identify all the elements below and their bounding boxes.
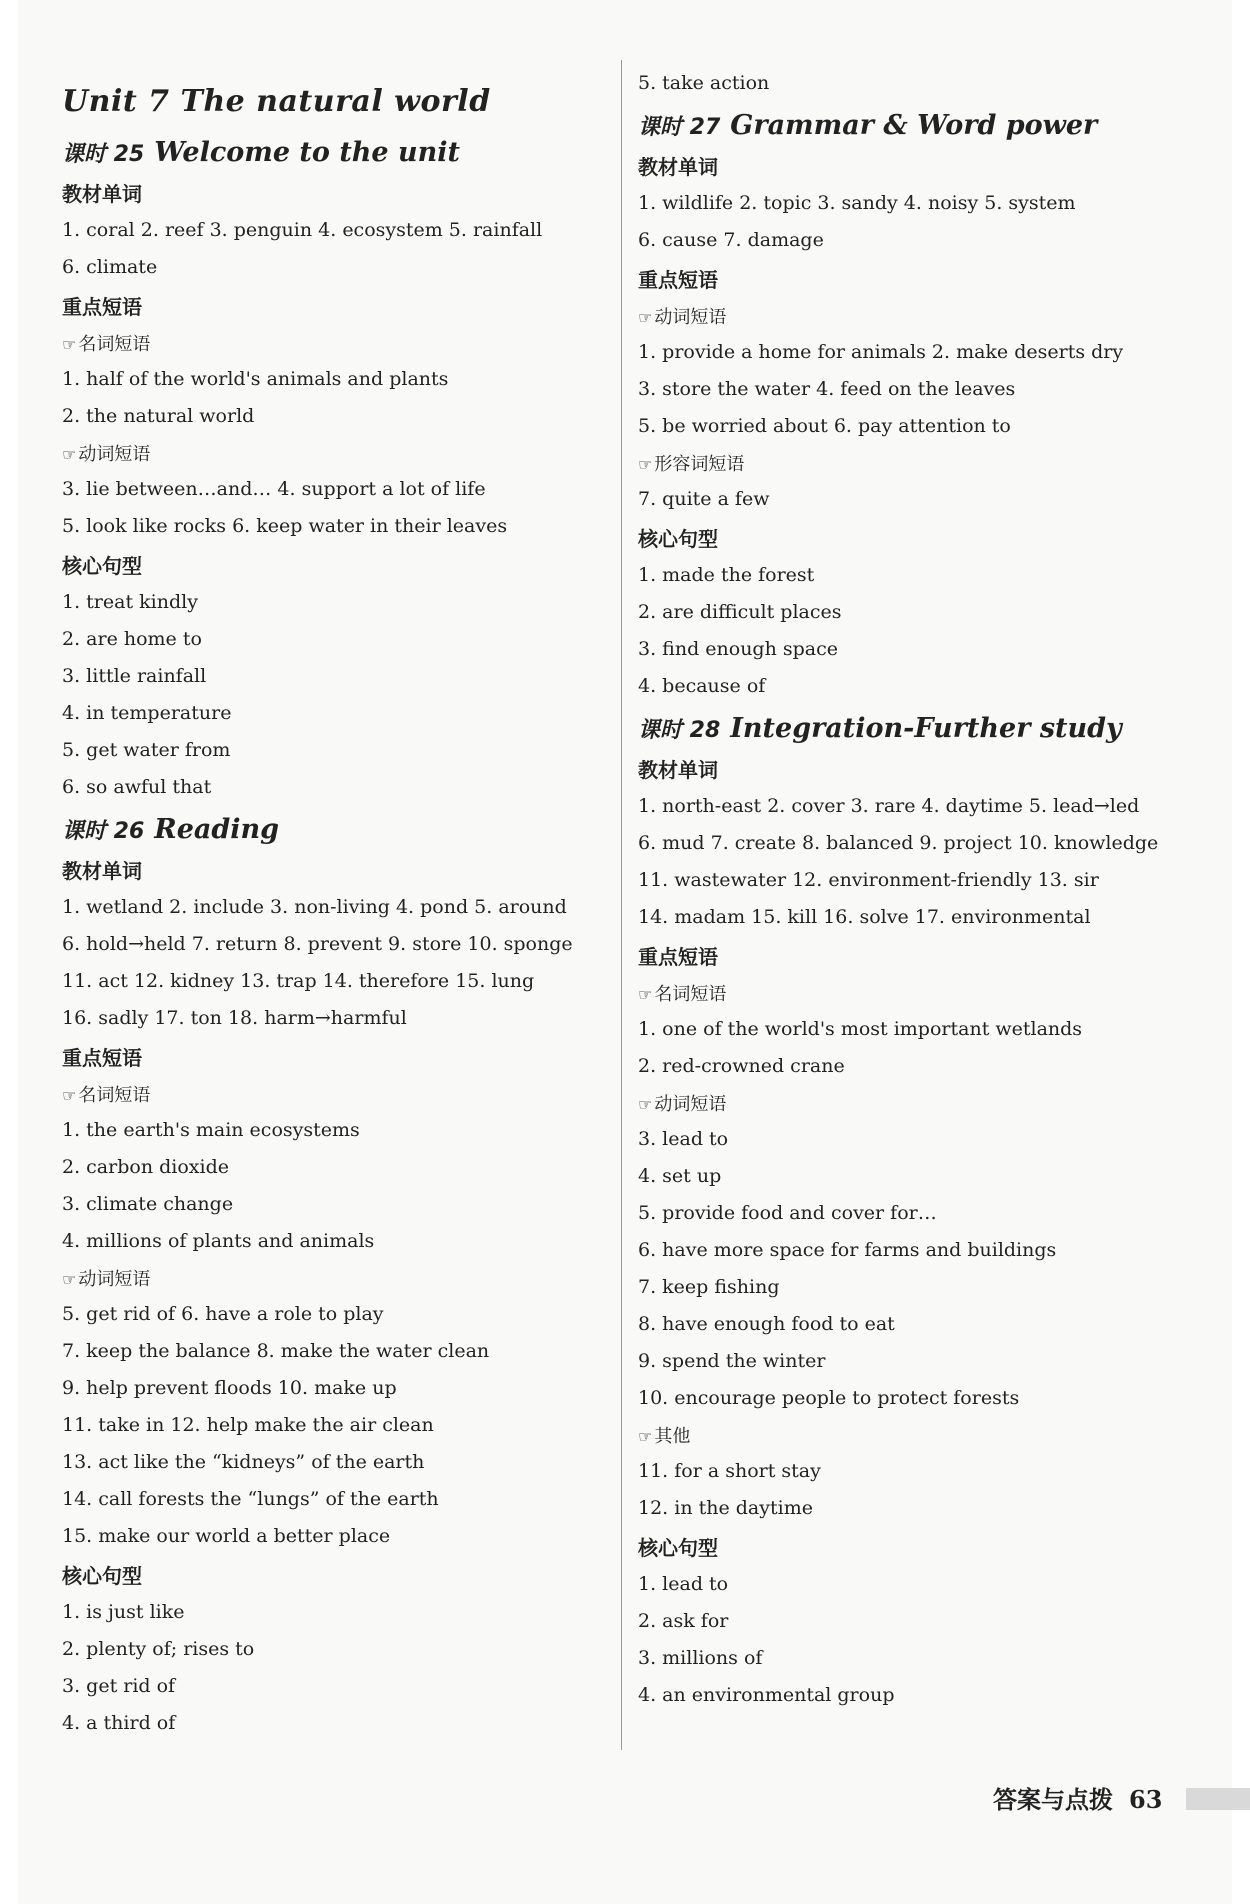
lesson-title: Integration-Further study (730, 713, 1122, 744)
lesson-tag: 课时 27 (638, 115, 721, 140)
list-item: 4. because of (638, 675, 766, 697)
list-item: 4. set up (638, 1165, 722, 1187)
section-words: 教材单词 (638, 155, 718, 179)
list-item: 3. get rid of (62, 1675, 176, 1697)
subsection-label: 其他 (654, 1426, 691, 1447)
page-footer (993, 1780, 1162, 1815)
subsection-label: 名词短语 (654, 984, 727, 1005)
lesson-tag: 课时 25 (62, 142, 145, 167)
list-item: 9. help prevent floods 10. make up (62, 1377, 397, 1399)
list-item: 6. have more space for farms and buildings (638, 1239, 1057, 1261)
footer-bar (1186, 1788, 1250, 1810)
section-sentences: 核心句型 (62, 1564, 142, 1588)
subsection-verb (62, 440, 602, 466)
lesson-28-heading (638, 713, 1198, 744)
list-item: 2. red-crowned crane (638, 1055, 845, 1077)
list-item: 1. provide a home for animals 2. make deserts dry (638, 341, 1124, 363)
subsection-verb (638, 303, 1198, 329)
list-item: 14. madam 15. kill 16. solve 17. environmental (638, 906, 1091, 928)
pointing-hand-icon: ☞ (638, 308, 653, 327)
lesson-title: Welcome to the unit (154, 137, 460, 168)
subsection-other (638, 1422, 1198, 1448)
list-item: 6. climate (62, 256, 158, 278)
section-sentences: 核心句型 (638, 527, 718, 551)
pointing-hand-icon: ☞ (62, 1086, 77, 1105)
list-item: 1. coral 2. reef 3. penguin 4. ecosystem 5. rainfall (62, 219, 543, 241)
list-item: 2. the natural world (62, 405, 255, 427)
list-item: 1. treat kindly (62, 591, 198, 613)
pointing-hand-icon: ☞ (62, 335, 77, 354)
list-item: 7. quite a few (638, 488, 770, 510)
list-item: 3. lie between…and… 4. support a lot of life (62, 478, 486, 500)
list-item: 5. take action (638, 72, 770, 94)
lesson-title: Reading (154, 814, 280, 845)
section-words: 教材单词 (62, 859, 142, 883)
list-item: 2. carbon dioxide (62, 1156, 229, 1178)
list-item: 15. make our world a better place (62, 1525, 391, 1547)
list-item: 1. lead to (638, 1573, 729, 1595)
list-item: 9. spend the winter (638, 1350, 826, 1372)
list-item: 5. get rid of 6. have a role to play (62, 1303, 384, 1325)
subsection-label: 动词短语 (78, 1269, 151, 1290)
list-item: 2. plenty of; rises to (62, 1638, 255, 1660)
pointing-hand-icon: ☞ (638, 985, 653, 1004)
list-item: 11. take in 12. help make the air clean (62, 1414, 434, 1436)
list-item: 1. one of the world's most important wetlands (638, 1018, 1083, 1040)
list-item: 3. lead to (638, 1128, 729, 1150)
lesson-27-heading (638, 110, 1198, 141)
list-item: 1. the earth's main ecosystems (62, 1119, 360, 1141)
list-item: 5. be worried about 6. pay attention to (638, 415, 1011, 437)
lesson-tag: 课时 28 (638, 718, 721, 743)
subsection-verb (62, 1265, 602, 1291)
list-item: 4. a third of (62, 1712, 176, 1734)
list-item: 3. climate change (62, 1193, 234, 1215)
list-item: 14. call forests the “lungs” of the earth (62, 1488, 439, 1510)
pointing-hand-icon: ☞ (62, 445, 77, 464)
right-column (638, 70, 1198, 1719)
section-phrases: 重点短语 (62, 1046, 142, 1070)
subsection-label: 动词短语 (654, 307, 727, 328)
list-item: 16. sadly 17. ton 18. harm→harmful (62, 1007, 407, 1029)
list-item: 3. little rainfall (62, 665, 207, 687)
pointing-hand-icon: ☞ (638, 455, 653, 474)
subsection-label: 动词短语 (654, 1094, 727, 1115)
list-item: 4. millions of plants and animals (62, 1230, 375, 1252)
list-item: 11. wastewater 12. environment-friendly 13. sir (638, 869, 1099, 891)
column-divider (621, 60, 622, 1750)
pointing-hand-icon: ☞ (638, 1427, 653, 1446)
pointing-hand-icon: ☞ (638, 1095, 653, 1114)
section-phrases: 重点短语 (62, 295, 142, 319)
list-item: 2. are home to (62, 628, 202, 650)
list-item: 13. act like the “kidneys” of the earth (62, 1451, 425, 1473)
subsection-noun (62, 1081, 602, 1107)
subsection-verb (638, 1090, 1198, 1116)
subsection-label: 动词短语 (78, 444, 151, 465)
left-column (62, 60, 602, 1747)
list-item: 2. are difficult places (638, 601, 842, 623)
list-item: 7. keep fishing (638, 1276, 780, 1298)
list-item: 5. provide food and cover for… (638, 1202, 937, 1224)
list-item: 3. millions of (638, 1647, 763, 1669)
list-item: 1. north-east 2. cover 3. rare 4. daytime 5. lead→led (638, 795, 1140, 817)
list-item: 6. cause 7. damage (638, 229, 824, 251)
answer-page (18, 0, 1232, 1904)
list-item: 7. keep the balance 8. make the water clean (62, 1340, 490, 1362)
pointing-hand-icon: ☞ (62, 1270, 77, 1289)
list-item: 12. in the daytime (638, 1497, 813, 1519)
subsection-noun (62, 330, 602, 356)
subsection-label: 形容词短语 (654, 454, 745, 475)
section-phrases: 重点短语 (638, 268, 718, 292)
list-item: 11. act 12. kidney 13. trap 14. therefore 15. lung (62, 970, 535, 992)
list-item: 6. mud 7. create 8. balanced 9. project 10. knowledge (638, 832, 1159, 854)
lesson-tag: 课时 26 (62, 819, 145, 844)
list-item: 11. for a short stay (638, 1460, 821, 1482)
page-number: 63 (1129, 1785, 1163, 1814)
list-item: 8. have enough food to eat (638, 1313, 895, 1335)
section-words: 教材单词 (638, 758, 718, 782)
list-item: 1. half of the world's animals and plants (62, 368, 449, 390)
lesson-25-heading (62, 137, 602, 168)
section-sentences: 核心句型 (638, 1536, 718, 1560)
footer-label: 答案与点拨 (993, 1786, 1113, 1814)
subsection-label: 名词短语 (78, 1085, 151, 1106)
lesson-title: Grammar & Word power (730, 110, 1098, 141)
section-phrases: 重点短语 (638, 945, 718, 969)
list-item: 10. encourage people to protect forests (638, 1387, 1020, 1409)
subsection-adjective (638, 450, 1198, 476)
unit-title: Unit 7 The natural world (62, 84, 491, 119)
list-item: 5. get water from (62, 739, 231, 761)
list-item: 3. store the water 4. feed on the leaves (638, 378, 1016, 400)
list-item: 4. an environmental group (638, 1684, 895, 1706)
list-item: 4. in temperature (62, 702, 232, 724)
list-item: 1. made the forest (638, 564, 815, 586)
list-item: 6. so awful that (62, 776, 212, 798)
list-item: 1. wildlife 2. topic 3. sandy 4. noisy 5. system (638, 192, 1076, 214)
list-item: 2. ask for (638, 1610, 729, 1632)
list-item: 3. find enough space (638, 638, 839, 660)
section-words: 教材单词 (62, 182, 142, 206)
subsection-label: 名词短语 (78, 334, 151, 355)
list-item: 1. wetland 2. include 3. non-living 4. pond 5. around (62, 896, 567, 918)
lesson-26-heading (62, 814, 602, 845)
subsection-noun (638, 980, 1198, 1006)
list-item: 5. look like rocks 6. keep water in their leaves (62, 515, 508, 537)
list-item: 6. hold→held 7. return 8. prevent 9. store 10. sponge (62, 933, 573, 955)
list-item: 1. is just like (62, 1601, 185, 1623)
section-sentences: 核心句型 (62, 554, 142, 578)
